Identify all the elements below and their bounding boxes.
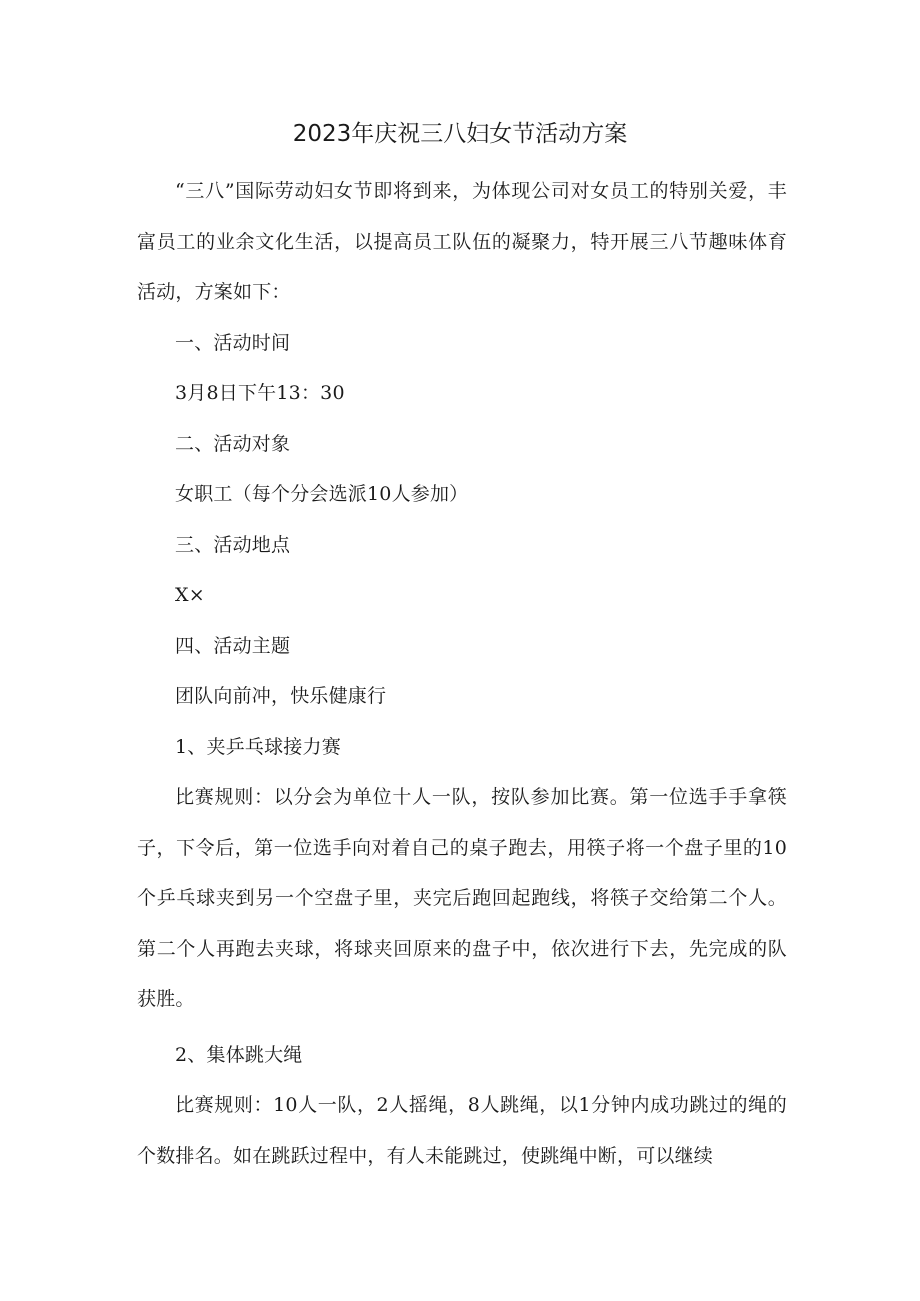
event-heading-pingpong-relay: 1、夹乒乓球接力赛 <box>175 735 341 758</box>
activity-time: 3月8日下午13：30 <box>175 382 345 404</box>
activity-location: X× <box>175 584 205 606</box>
activity-participants: 女职工（每个分会选派10人参加） <box>175 483 469 505</box>
section-heading-time: 一、活动时间 <box>175 331 291 354</box>
intro-paragraph: “三八”国际劳动妇女节即将到来，为体现公司对女员工的特别关爱，丰富员工的业余文化生活，以提高员工队伍的凝聚力，特开展三八节趣味体育活动，方案如下： <box>137 180 787 303</box>
document-title: 2023年庆祝三八妇女节活动方案 <box>292 121 628 147</box>
section-heading-participants: 二、活动对象 <box>175 432 291 455</box>
section-heading-location: 三、活动地点 <box>175 533 291 556</box>
event-rules-group-rope: 比赛规则：10人一队，2人摇绳，8人跳绳，以1分钟内成功跳过的绳的个数排名。如在跳跃过程中，有人未能跳过，使跳绳中断，可以继续 <box>137 1094 787 1167</box>
activity-theme: 团队向前冲，快乐健康行 <box>175 685 387 707</box>
document-body <box>137 166 787 1181</box>
event-rules-pingpong-relay: 比赛规则：以分会为单位十人一队，按队参加比赛。第一位选手手拿筷子，下令后，第一位选手向对着自己的桌子跑去，用筷子将一个盘子里的10个乒乓球夹到另一个空盘子里，夹完后跑回起跑线，将筷子交给第二个人。第二个人再跑去夹球，将球夹回原来的盘子中，依次进行下去，先完成的队获胜。 <box>137 786 787 1010</box>
event-heading-group-rope: 2、集体跳大绳 <box>175 1043 303 1066</box>
section-heading-theme: 四、活动主题 <box>175 634 291 657</box>
